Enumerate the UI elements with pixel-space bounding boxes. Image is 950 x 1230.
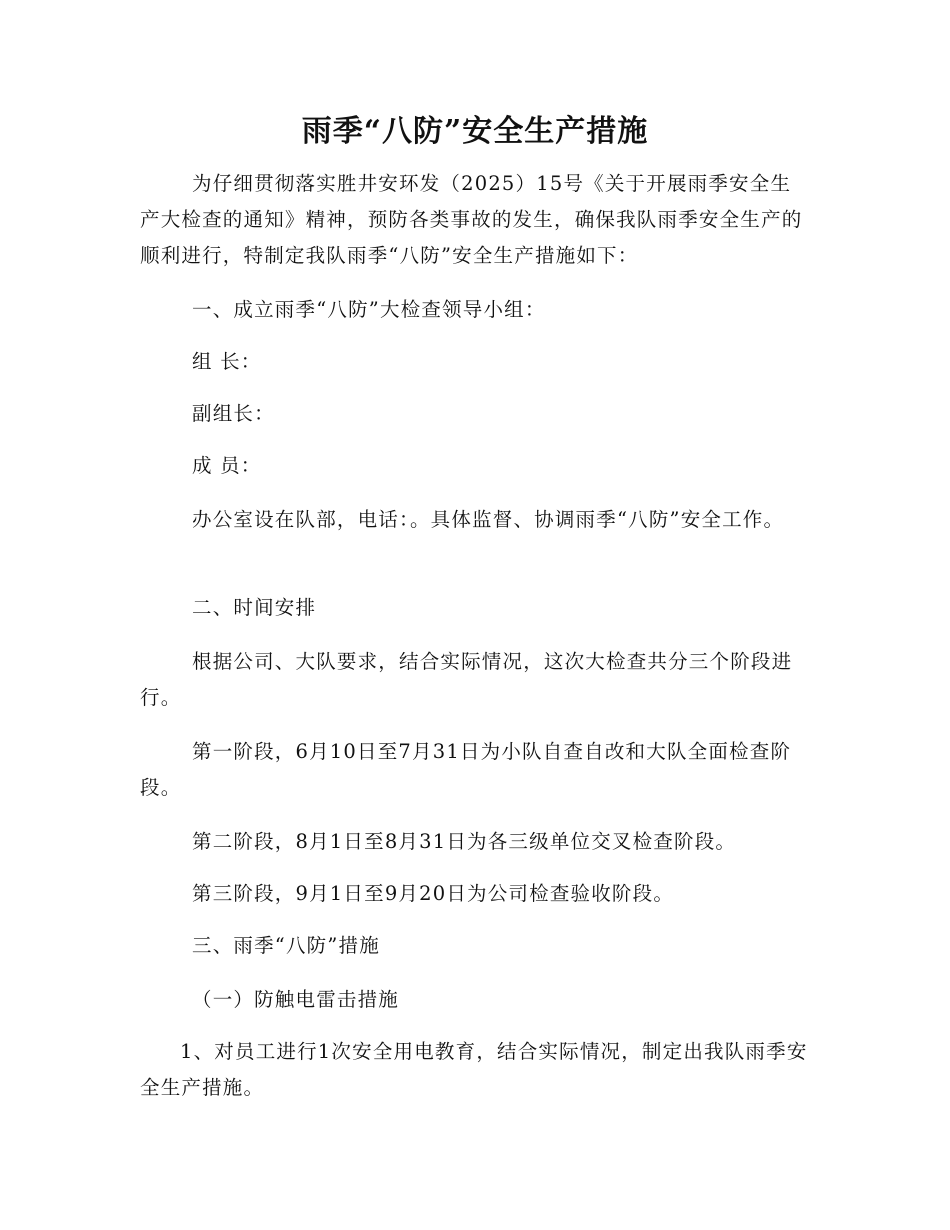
phase-one-paragraph: 第一阶段，6月10日至7月31日为小队自查自改和大队全面检查阶段。 <box>140 740 792 799</box>
subsection-heading-electric: （一）防触电雷击措施 <box>192 988 400 1011</box>
office-paragraph: 办公室设在队部，电话：。具体监督、协调雨季“八防”安全工作。 <box>192 508 785 531</box>
section-heading-schedule: 二、时间安排 <box>192 596 317 619</box>
section-heading-measures: 三、雨季“八防”措施 <box>192 934 380 957</box>
measure-item-1: 1、对员工进行1次安全用电教育，结合实际情况，制定出我队雨季安全生产措施。 <box>140 1040 808 1099</box>
section-heading-leadership: 一、成立雨季“八防”大检查领导小组： <box>192 298 546 321</box>
deputy-leader-line: 副组长： <box>192 402 275 425</box>
phase-three-paragraph: 第三阶段，9月1日至9月20日为公司检查验收阶段。 <box>192 882 675 905</box>
document-title: 雨季“八防”安全生产措施 <box>301 114 649 149</box>
members-line: 成 员： <box>192 454 262 477</box>
group-leader-line: 组 长： <box>192 350 262 373</box>
schedule-intro-paragraph: 根据公司、大队要求，结合实际情况，这次大检查共分三个阶段进行。 <box>140 650 793 709</box>
intro-paragraph: 为仔细贯彻落实胜井安环发（2025）15号《关于开展雨季安全生产大检查的通知》精神，预防各类事故的发生，确保我队雨季安全生产的顺利进行，特制定我队雨季“八防”安全生产措施如下： <box>140 172 803 267</box>
phase-two-paragraph: 第二阶段，8月1日至8月31日为各三级单位交叉检查阶段。 <box>192 830 737 853</box>
